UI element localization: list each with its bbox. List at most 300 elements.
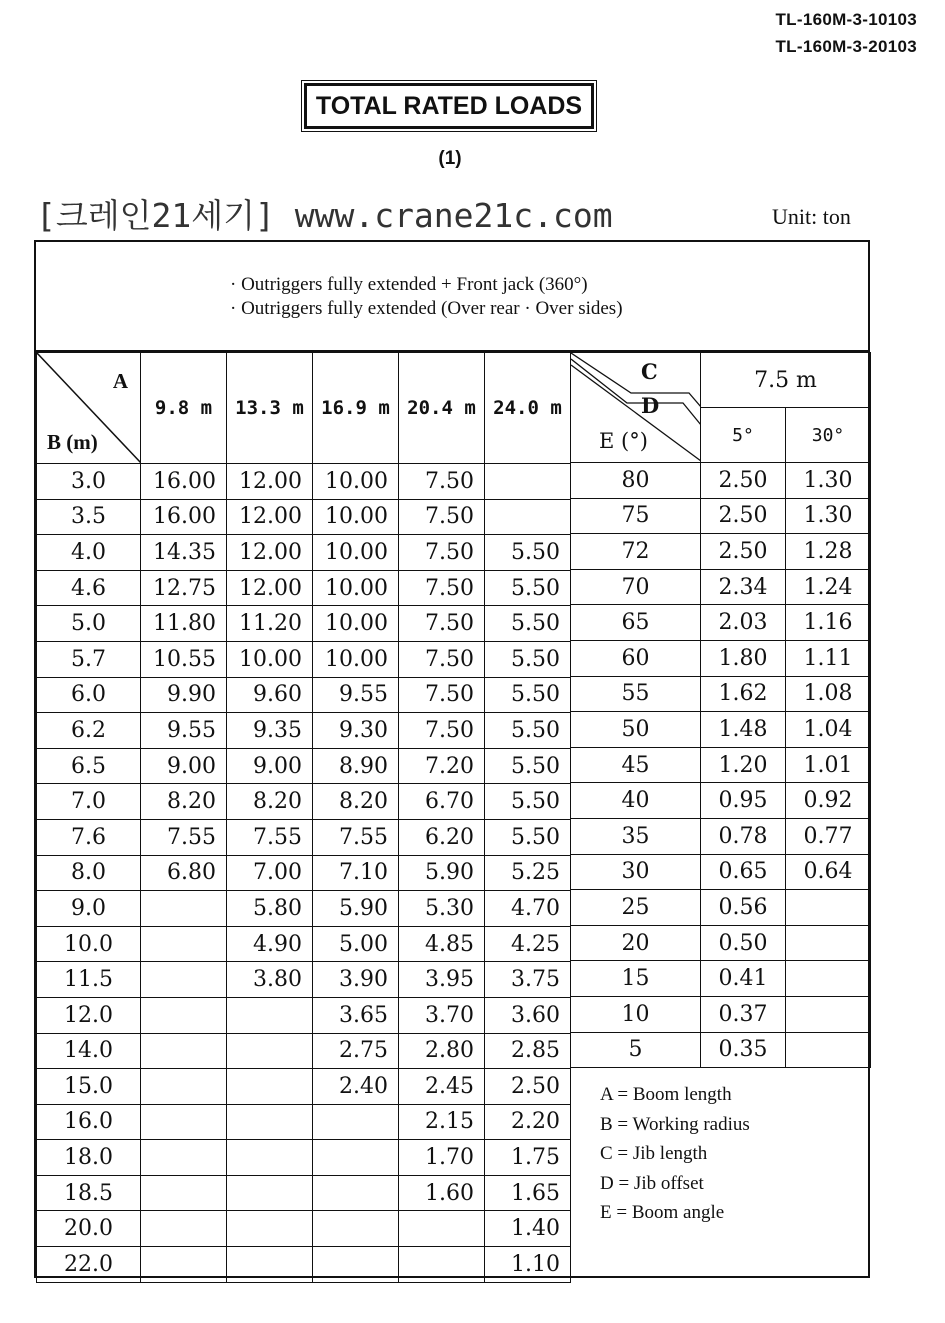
- load-cell: [141, 997, 227, 1033]
- load-value: 7.55: [339, 824, 388, 850]
- legend: [600, 1080, 750, 1228]
- load-value: 7.20: [425, 753, 474, 779]
- load-value: 7.50: [425, 539, 474, 565]
- boom-angle-cell: 25: [571, 890, 701, 926]
- jib-row: [571, 747, 871, 783]
- load-row: [37, 891, 571, 927]
- load-value: 7.00: [253, 860, 302, 886]
- load-value: 2.85: [511, 1038, 560, 1064]
- boom-angle-cell: 15: [571, 961, 701, 997]
- boom-angle-cell: 55: [571, 676, 701, 712]
- radius-cell: 15.0: [37, 1069, 141, 1105]
- load-value: 5.90: [339, 895, 388, 921]
- load-value: [302, 1252, 312, 1277]
- load-value: 2.15: [425, 1109, 474, 1135]
- load-cell: [485, 535, 571, 571]
- load-cell: [141, 570, 227, 606]
- load-value: [302, 1038, 312, 1063]
- load-cell: [227, 606, 313, 642]
- legend-item: E = Boom angle: [600, 1202, 725, 1223]
- load-value: 10.00: [239, 646, 302, 672]
- load-cell: [227, 464, 313, 500]
- boom-angle-cell: 60: [571, 640, 701, 676]
- boom-angle-cell: 30: [571, 854, 701, 890]
- jib-header-row-1: [571, 353, 871, 408]
- load-cell: [141, 1069, 227, 1105]
- jib-load-cell: 2.50: [701, 463, 786, 499]
- load-row: [37, 713, 571, 749]
- load-value: 11.20: [239, 611, 302, 637]
- jib-row: [571, 1032, 871, 1068]
- legend-item: A = Boom length: [600, 1084, 732, 1105]
- load-value: 5.50: [511, 824, 560, 850]
- load-value: 6.20: [425, 824, 474, 850]
- load-cell: [485, 677, 571, 713]
- load-value: 5.90: [425, 860, 474, 886]
- load-value: 5.50: [511, 575, 560, 601]
- jib-length-header: 7.5 m: [701, 353, 871, 408]
- main-load-table: [36, 352, 571, 1283]
- load-row: [37, 1175, 571, 1211]
- load-cell: [399, 1033, 485, 1069]
- radius-cell: 16.0: [37, 1104, 141, 1140]
- load-cell: [485, 1140, 571, 1176]
- load-cell: [399, 677, 485, 713]
- boom-angle-cell: 35: [571, 818, 701, 854]
- load-cell: [227, 570, 313, 606]
- boom-length-header: 24.0 m: [485, 353, 571, 464]
- load-cell: [313, 1211, 399, 1247]
- load-cell: [485, 606, 571, 642]
- radius-cell: 3.0: [37, 464, 141, 500]
- load-value: 1.70: [425, 1145, 474, 1171]
- load-value: 9.60: [253, 682, 302, 708]
- load-value: [302, 1074, 312, 1099]
- load-value: 2.45: [425, 1073, 474, 1099]
- load-value: [302, 1181, 312, 1206]
- load-cell: [227, 499, 313, 535]
- jib-row: [571, 463, 871, 499]
- load-cell: [313, 891, 399, 927]
- load-value: 3.75: [511, 967, 560, 993]
- load-cell: [485, 855, 571, 891]
- boom-length-header: 16.9 m: [313, 353, 399, 464]
- load-value: [302, 1216, 312, 1241]
- load-value: [216, 896, 226, 921]
- jib-load-cell: 0.56: [701, 890, 786, 926]
- jib-load-cell: 1.30: [786, 498, 871, 534]
- jib-load-cell: 1.20: [701, 747, 786, 783]
- load-value: 10.00: [325, 611, 388, 637]
- radius-cell: 18.0: [37, 1140, 141, 1176]
- load-value: 12.00: [239, 468, 302, 494]
- load-value: 2.80: [425, 1038, 474, 1064]
- jib-corner-label-d: D: [641, 393, 660, 418]
- radius-cell: 8.0: [37, 855, 141, 891]
- boom-angle-cell: 20: [571, 925, 701, 961]
- load-value: 9.55: [339, 682, 388, 708]
- load-value: [388, 1145, 398, 1170]
- jib-load-cell: 1.48: [701, 712, 786, 748]
- load-row: [37, 997, 571, 1033]
- load-value: 5.50: [511, 753, 560, 779]
- load-cell: [313, 748, 399, 784]
- radius-cell: 3.5: [37, 499, 141, 535]
- load-cell: [485, 713, 571, 749]
- boom-angle-cell: 5: [571, 1032, 701, 1068]
- load-cell: [399, 1104, 485, 1140]
- load-cell: [485, 819, 571, 855]
- load-value: 12.75: [153, 575, 216, 601]
- radius-cell: 6.2: [37, 713, 141, 749]
- load-cell: [141, 962, 227, 998]
- load-cell: [399, 1069, 485, 1105]
- load-value: [216, 1038, 226, 1063]
- load-value: 7.50: [425, 611, 474, 637]
- load-value: 9.00: [253, 753, 302, 779]
- load-cell: [313, 464, 399, 500]
- load-cell: [399, 606, 485, 642]
- load-cell: [141, 641, 227, 677]
- load-cell: [141, 891, 227, 927]
- load-value: 4.70: [511, 895, 560, 921]
- load-cell: [485, 1033, 571, 1069]
- jib-load-cell: 1.62: [701, 676, 786, 712]
- load-value: 12.00: [239, 575, 302, 601]
- load-cell: [313, 855, 399, 891]
- radius-cell: 20.0: [37, 1211, 141, 1247]
- jib-row: [571, 676, 871, 712]
- radius-cell: 5.0: [37, 606, 141, 642]
- load-value: 16.00: [153, 468, 216, 494]
- load-cell: [227, 997, 313, 1033]
- load-value: 12.00: [239, 539, 302, 565]
- load-cell: [399, 962, 485, 998]
- load-row: [37, 499, 571, 535]
- load-value: [560, 504, 570, 529]
- load-cell: [313, 570, 399, 606]
- jib-row: [571, 712, 871, 748]
- load-cell: [141, 1247, 227, 1283]
- load-value: 9.90: [167, 682, 216, 708]
- radius-cell: 18.5: [37, 1175, 141, 1211]
- load-value: 10.00: [325, 539, 388, 565]
- boom-angle-cell: 75: [571, 498, 701, 534]
- load-cell: [313, 1247, 399, 1283]
- load-value: 9.55: [167, 717, 216, 743]
- load-cell: [313, 1104, 399, 1140]
- jib-row: [571, 534, 871, 570]
- load-value: [388, 1216, 398, 1241]
- legend-item: D = Jib offset: [600, 1172, 704, 1194]
- boom-angle-cell: 70: [571, 569, 701, 605]
- load-cell: [227, 926, 313, 962]
- load-value: 3.65: [339, 1002, 388, 1028]
- load-value: 8.90: [339, 753, 388, 779]
- jib-corner-label-e: E (°): [599, 429, 648, 453]
- load-value: 7.50: [425, 717, 474, 743]
- jib-load-cell: 1.16: [786, 605, 871, 641]
- load-cell: [227, 1247, 313, 1283]
- load-value: 2.40: [339, 1073, 388, 1099]
- load-cell: [141, 1104, 227, 1140]
- unit-label: Unit: ton: [772, 204, 851, 229]
- load-cell: [485, 499, 571, 535]
- load-cell: [227, 891, 313, 927]
- load-row: [37, 677, 571, 713]
- jib-load-cell: 0.95: [701, 783, 786, 819]
- main-header-row: [37, 353, 571, 464]
- load-cell: [141, 535, 227, 571]
- load-value: 5.00: [339, 931, 388, 957]
- load-cell: [141, 1033, 227, 1069]
- jib-corner-cell: [571, 353, 701, 463]
- load-cell: [141, 464, 227, 500]
- load-cell: [313, 499, 399, 535]
- load-cell: [485, 748, 571, 784]
- jib-load-cell: 1.01: [786, 747, 871, 783]
- load-cell: [399, 891, 485, 927]
- radius-cell: 7.0: [37, 784, 141, 820]
- boom-angle-cell: 72: [571, 534, 701, 570]
- jib-load-cell: 2.34: [701, 569, 786, 605]
- load-cell: [399, 784, 485, 820]
- load-value: 10.00: [325, 575, 388, 601]
- load-value: 7.50: [425, 504, 474, 530]
- jib-load-cell: 0.50: [701, 925, 786, 961]
- load-cell: [399, 926, 485, 962]
- page-subtitle: (1): [438, 148, 462, 169]
- radius-cell: 10.0: [37, 926, 141, 962]
- load-value: 12.00: [239, 504, 302, 530]
- jib-load-cell: 2.03: [701, 605, 786, 641]
- jib-row: [571, 961, 871, 997]
- load-cell: [399, 499, 485, 535]
- radius-cell: 12.0: [37, 997, 141, 1033]
- load-value: [216, 967, 226, 992]
- load-cell: [141, 677, 227, 713]
- jib-load-cell: 0.35: [701, 1032, 786, 1068]
- condition-note-2: · Outriggers fully extended (Over rear · Over sides): [230, 298, 623, 319]
- jib-load-cell: 1.04: [786, 712, 871, 748]
- load-cell: [227, 713, 313, 749]
- jib-load-cell: [786, 890, 871, 926]
- load-value: 7.50: [425, 646, 474, 672]
- load-cell: [313, 1175, 399, 1211]
- load-cell: [141, 784, 227, 820]
- load-value: [216, 1252, 226, 1277]
- conditions-header: [34, 240, 870, 352]
- load-cell: [313, 1140, 399, 1176]
- jib-load-cell: 2.50: [701, 534, 786, 570]
- load-value: 7.55: [253, 824, 302, 850]
- load-cell: [141, 1211, 227, 1247]
- load-cell: [141, 713, 227, 749]
- load-cell: [485, 1211, 571, 1247]
- load-cell: [485, 962, 571, 998]
- load-cell: [485, 997, 571, 1033]
- load-value: 5.50: [511, 539, 560, 565]
- load-value: 5.50: [511, 611, 560, 637]
- load-cell: [227, 819, 313, 855]
- boom-length-header: 20.4 m: [399, 353, 485, 464]
- load-cell: [399, 1175, 485, 1211]
- load-cell: [485, 570, 571, 606]
- load-value: 4.25: [511, 931, 560, 957]
- load-value: 10.00: [325, 468, 388, 494]
- boom-length-header: 9.8 m: [141, 353, 227, 464]
- jib-load-cell: [786, 925, 871, 961]
- jib-load-cell: 0.65: [701, 854, 786, 890]
- load-row: [37, 570, 571, 606]
- load-value: 1.10: [511, 1251, 560, 1277]
- load-cell: [313, 677, 399, 713]
- load-cell: [399, 464, 485, 500]
- load-row: [37, 1104, 571, 1140]
- load-value: [388, 1109, 398, 1134]
- load-cell: [485, 926, 571, 962]
- radius-cell: 9.0: [37, 891, 141, 927]
- load-value: [216, 1216, 226, 1241]
- load-cell: [485, 1069, 571, 1105]
- boom-angle-cell: 65: [571, 605, 701, 641]
- load-row: [37, 1033, 571, 1069]
- load-cell: [141, 606, 227, 642]
- load-value: 9.35: [253, 717, 302, 743]
- load-value: 4.90: [253, 931, 302, 957]
- jib-load-cell: 0.64: [786, 854, 871, 890]
- corner-label-b: B (m): [47, 430, 98, 454]
- load-value: 2.75: [339, 1038, 388, 1064]
- load-value: 7.55: [167, 824, 216, 850]
- load-cell: [485, 641, 571, 677]
- load-value: [216, 1074, 226, 1099]
- load-cell: [227, 962, 313, 998]
- load-value: [216, 1109, 226, 1134]
- load-value: [302, 1003, 312, 1028]
- load-value: 3.70: [425, 1002, 474, 1028]
- radius-cell: 7.6: [37, 819, 141, 855]
- load-cell: [227, 535, 313, 571]
- jib-load-cell: 0.41: [701, 961, 786, 997]
- load-row: [37, 819, 571, 855]
- load-value: 7.10: [339, 860, 388, 886]
- jib-row: [571, 498, 871, 534]
- jib-load-cell: 2.50: [701, 498, 786, 534]
- load-row: [37, 748, 571, 784]
- load-cell: [313, 1069, 399, 1105]
- jib-load-cell: [786, 961, 871, 997]
- load-value: 5.50: [511, 682, 560, 708]
- jib-load-table: [570, 352, 871, 1068]
- load-cell: [141, 1140, 227, 1176]
- load-cell: [399, 535, 485, 571]
- jib-load-cell: 0.92: [786, 783, 871, 819]
- load-cell: [313, 641, 399, 677]
- load-value: [474, 1216, 484, 1241]
- load-value: 3.90: [339, 967, 388, 993]
- load-cell: [399, 641, 485, 677]
- jib-row: [571, 890, 871, 926]
- load-cell: [485, 1175, 571, 1211]
- jib-row: [571, 818, 871, 854]
- condition-note-1: · Outriggers fully extended + Front jack (360°): [230, 274, 588, 295]
- load-value: [388, 1252, 398, 1277]
- boom-angle-cell: 50: [571, 712, 701, 748]
- radius-cell: 22.0: [37, 1247, 141, 1283]
- load-value: 1.65: [511, 1180, 560, 1206]
- load-value: 7.50: [425, 575, 474, 601]
- load-row: [37, 606, 571, 642]
- load-cell: [399, 855, 485, 891]
- jib-row: [571, 783, 871, 819]
- load-value: 6.70: [425, 789, 474, 815]
- load-row: [37, 784, 571, 820]
- load-value: 7.50: [425, 468, 474, 494]
- load-value: 11.80: [153, 611, 216, 637]
- load-row: [37, 926, 571, 962]
- legend-item: B = Working radius: [600, 1113, 750, 1135]
- load-value: 16.00: [153, 504, 216, 530]
- load-cell: [313, 926, 399, 962]
- load-value: 5.50: [511, 646, 560, 672]
- legend-item: C = Jib length: [600, 1143, 708, 1164]
- load-cell: [399, 1247, 485, 1283]
- load-cell: [227, 1104, 313, 1140]
- load-value: 10.55: [153, 646, 216, 672]
- jib-row: [571, 925, 871, 961]
- load-value: 4.85: [425, 931, 474, 957]
- load-row: [37, 1140, 571, 1176]
- corner-cell: [37, 353, 141, 464]
- page-title: TOTAL RATED LOADS: [304, 83, 594, 129]
- load-cell: [227, 677, 313, 713]
- load-cell: [313, 606, 399, 642]
- boom-angle-cell: 10: [571, 996, 701, 1032]
- load-cell: [485, 464, 571, 500]
- radius-cell: 4.0: [37, 535, 141, 571]
- load-cell: [313, 784, 399, 820]
- load-cell: [399, 997, 485, 1033]
- jib-load-cell: 0.37: [701, 996, 786, 1032]
- radius-cell: 6.0: [37, 677, 141, 713]
- load-cell: [485, 784, 571, 820]
- load-value: 1.60: [425, 1180, 474, 1206]
- load-value: [302, 1109, 312, 1134]
- document-code-2: TL-160M-3-20103: [775, 37, 917, 56]
- load-value: [216, 1181, 226, 1206]
- load-row: [37, 464, 571, 500]
- boom-length-header: 13.3 m: [227, 353, 313, 464]
- jib-load-cell: 1.24: [786, 569, 871, 605]
- load-value: 3.95: [425, 967, 474, 993]
- load-value: [560, 469, 570, 494]
- jib-row: [571, 569, 871, 605]
- load-cell: [313, 1033, 399, 1069]
- jib-load-cell: 1.28: [786, 534, 871, 570]
- jib-load-cell: [786, 996, 871, 1032]
- load-row: [37, 1211, 571, 1247]
- load-cell: [313, 997, 399, 1033]
- load-cell: [399, 819, 485, 855]
- load-row: [37, 641, 571, 677]
- load-cell: [227, 855, 313, 891]
- load-cell: [399, 713, 485, 749]
- load-value: 8.20: [167, 789, 216, 815]
- load-cell: [141, 926, 227, 962]
- load-row: [37, 1069, 571, 1105]
- load-value: 14.35: [153, 539, 216, 565]
